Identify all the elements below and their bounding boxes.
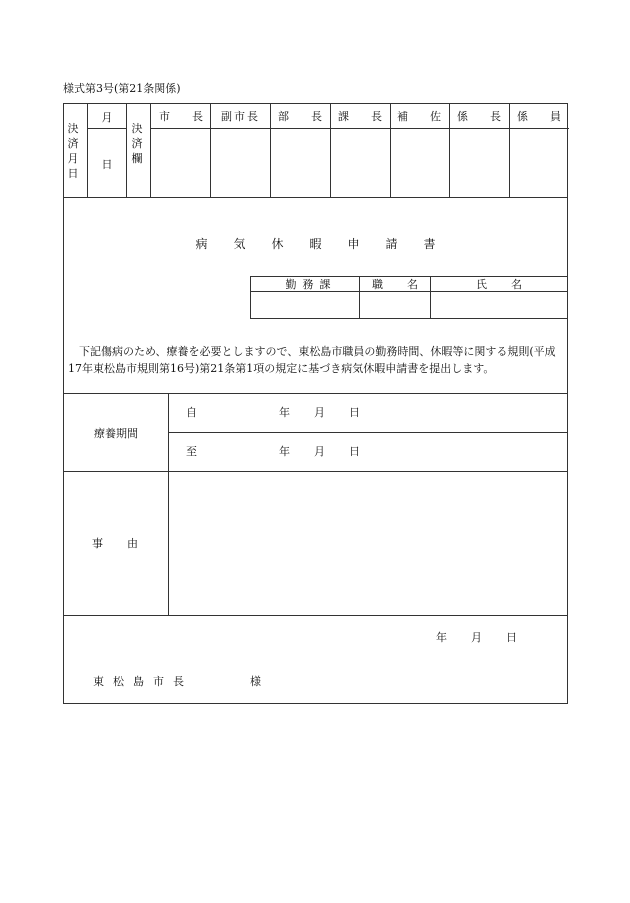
period-from-label: 自 <box>186 406 197 419</box>
addressee-honorific: 様 <box>250 675 261 688</box>
approval-day-label: 日 <box>101 158 113 171</box>
header-department: 勤務課 <box>285 278 337 291</box>
period-from-month: 月 <box>314 406 325 419</box>
period-from-year: 年 <box>279 406 290 419</box>
stamp-box-deputy-mayor[interactable] <box>211 129 270 197</box>
role-mayor: 市 長 <box>159 110 203 123</box>
submission-day: 日 <box>506 631 517 644</box>
stamp-box-section-chief[interactable] <box>331 129 390 197</box>
submission-year: 年 <box>436 631 447 644</box>
name-field[interactable] <box>431 292 567 318</box>
approval-month-label: 月 <box>101 111 113 124</box>
role-staff: 係 員 <box>517 110 561 123</box>
period-to-label: 至 <box>186 445 197 458</box>
stamp-box-assistant[interactable] <box>391 129 449 197</box>
statement-text: 下記傷病のため、療養を必要としますので、東松島市職員の勤務時間、休暇等に関する規則(平成17年東松島市規則第16号)第21条第1項の規定に基づき病気休暇申請書を提出します。 <box>68 345 556 375</box>
header-job-title: 職 名 <box>372 278 418 291</box>
role-section-chief: 課 長 <box>338 110 382 123</box>
period-to-field[interactable] <box>204 435 564 469</box>
period-to-day: 日 <box>349 445 360 458</box>
header-name: 氏 名 <box>476 278 522 291</box>
period-to-year: 年 <box>279 445 290 458</box>
role-assistant: 補 佐 <box>397 110 441 123</box>
application-form <box>63 103 568 704</box>
approval-column-label: 決 済 欄 <box>131 122 143 165</box>
stamp-box-mayor[interactable] <box>151 129 210 197</box>
approval-label: 決済月日 <box>67 122 79 180</box>
stamp-box-subsection-chief[interactable] <box>450 129 509 197</box>
role-director: 部 長 <box>278 110 322 123</box>
period-label: 療養期間 <box>94 427 138 440</box>
addressee: 東松島市長 <box>93 675 193 688</box>
form-title: 病気休暇申請書 <box>195 237 462 251</box>
submission-month: 月 <box>471 631 482 644</box>
period-to-month: 月 <box>314 445 325 458</box>
form-number: 様式第3号(第21条関係) <box>63 82 181 95</box>
role-subsection-chief: 係 長 <box>457 110 501 123</box>
stamp-box-director[interactable] <box>271 129 330 197</box>
period-from-day: 日 <box>349 406 360 419</box>
period-from-field[interactable] <box>204 396 564 430</box>
stamp-box-staff[interactable] <box>510 129 568 197</box>
department-field[interactable] <box>251 292 359 318</box>
reason-label: 事 由 <box>92 537 138 550</box>
job-title-field[interactable] <box>360 292 430 318</box>
role-deputy-mayor: 副市長 <box>221 110 260 123</box>
reason-field[interactable] <box>170 473 566 613</box>
